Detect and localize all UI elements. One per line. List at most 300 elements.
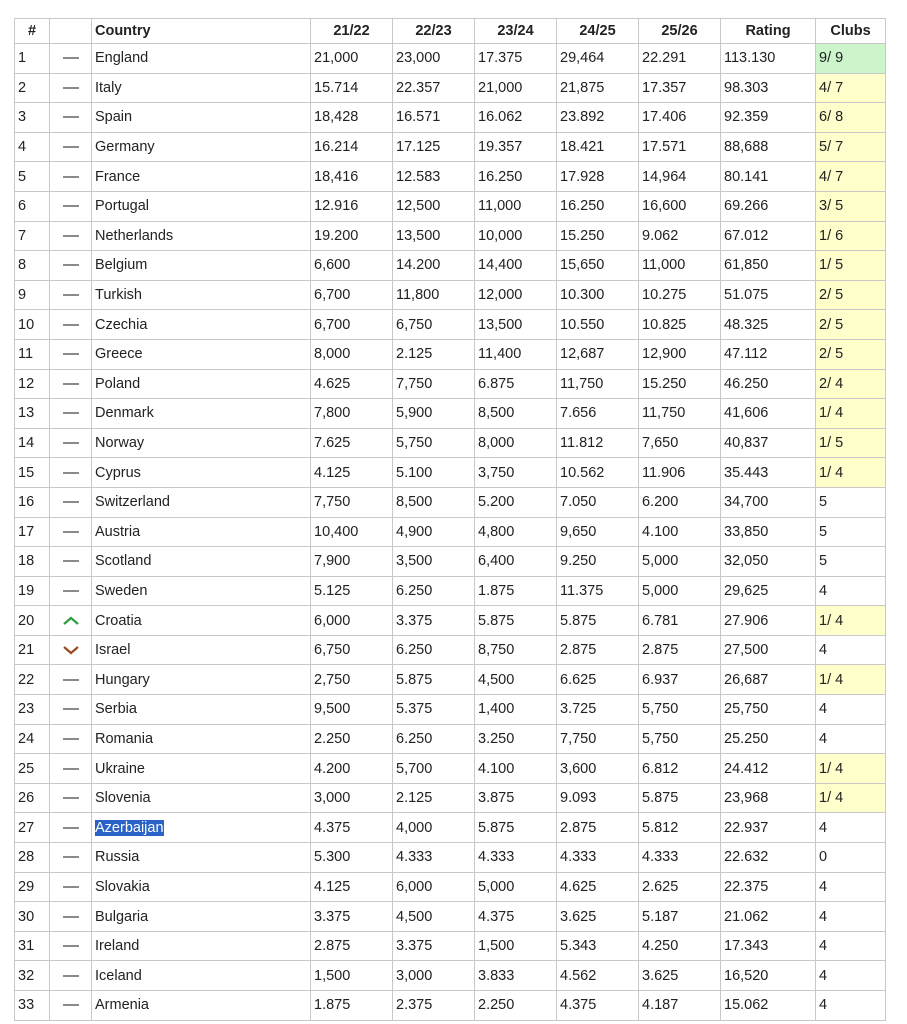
season-23-24-cell: 6.875 xyxy=(475,369,557,399)
season-21-22-cell: 3,000 xyxy=(311,783,393,813)
country-cell xyxy=(92,931,311,961)
rank-cell: 3 xyxy=(15,103,50,133)
clubs-cell: 5/ 7 xyxy=(816,132,886,162)
season-24-25-cell: 7,750 xyxy=(557,724,639,754)
season-23-24-cell: 4.333 xyxy=(475,843,557,873)
season-22-23-cell: 4,000 xyxy=(393,813,475,843)
season-23-24-cell: 19.357 xyxy=(475,132,557,162)
season-22-23-cell: 12.583 xyxy=(393,162,475,192)
header-rank[interactable]: # xyxy=(15,19,50,44)
no-change-icon xyxy=(50,261,91,269)
season-21-22-cell: 7,750 xyxy=(311,487,393,517)
country-name[interactable]: Ireland xyxy=(95,938,140,955)
header-season-22-23[interactable]: 22/23 xyxy=(393,19,475,44)
country-name[interactable]: Croatia xyxy=(95,612,142,629)
season-24-25-cell: 16.250 xyxy=(557,191,639,221)
rank-cell: 5 xyxy=(15,162,50,192)
season-21-22-cell: 6,700 xyxy=(311,280,393,310)
rank-cell: 8 xyxy=(15,251,50,281)
table-row[interactable] xyxy=(15,754,886,784)
clubs-cell: 1/ 5 xyxy=(816,428,886,458)
season-25-26-cell: 15.250 xyxy=(639,369,721,399)
no-change-icon xyxy=(50,232,91,240)
season-25-26-cell: 10.825 xyxy=(639,310,721,340)
header-rating[interactable]: Rating xyxy=(721,19,816,44)
country-cell xyxy=(92,339,311,369)
rank-cell: 15 xyxy=(15,458,50,488)
season-24-25-cell: 6.625 xyxy=(557,665,639,695)
no-change-icon xyxy=(50,528,91,536)
season-24-25-cell: 15,650 xyxy=(557,251,639,281)
country-name[interactable]: Serbia xyxy=(95,701,137,718)
season-21-22-cell: 10,400 xyxy=(311,517,393,547)
table-row[interactable] xyxy=(15,695,886,725)
season-24-25-cell: 15.250 xyxy=(557,221,639,251)
country-name[interactable]: Slovenia xyxy=(95,790,151,807)
season-25-26-cell: 6.812 xyxy=(639,754,721,784)
season-22-23-cell: 6,000 xyxy=(393,872,475,902)
rating-cell: 113.130 xyxy=(721,44,816,74)
table-row[interactable] xyxy=(15,339,886,369)
table-row[interactable] xyxy=(15,191,886,221)
country-name[interactable]: Austria xyxy=(95,523,141,540)
country-cell xyxy=(92,813,311,843)
header-trend xyxy=(50,19,92,44)
rank-cell: 30 xyxy=(15,902,50,932)
country-name[interactable]: Iceland xyxy=(95,967,142,984)
table-row[interactable] xyxy=(15,458,886,488)
rank-cell: 13 xyxy=(15,399,50,429)
header-country[interactable]: Country xyxy=(92,19,311,44)
rating-cell: 25,750 xyxy=(721,695,816,725)
country-name[interactable]: Switzerland xyxy=(95,494,170,511)
table-row[interactable] xyxy=(15,783,886,813)
country-cell xyxy=(92,872,311,902)
country-name[interactable]: Turkish xyxy=(95,287,142,304)
season-21-22-cell: 19.200 xyxy=(311,221,393,251)
country-name[interactable]: Romania xyxy=(95,730,154,747)
rank-cell: 31 xyxy=(15,931,50,961)
rating-cell: 26,687 xyxy=(721,665,816,695)
clubs-cell: 4 xyxy=(816,961,886,991)
country-name[interactable]: Armenia xyxy=(95,997,149,1014)
country-name[interactable]: Russia xyxy=(95,849,140,866)
rank-cell: 26 xyxy=(15,783,50,813)
table-row[interactable] xyxy=(15,991,886,1021)
season-24-25-cell: 4.625 xyxy=(557,872,639,902)
trend-cell xyxy=(50,665,92,695)
table-row[interactable] xyxy=(15,44,886,74)
rating-cell: 34,700 xyxy=(721,487,816,517)
trend-cell xyxy=(50,695,92,725)
clubs-cell: 1/ 4 xyxy=(816,458,886,488)
header-season-25-26[interactable]: 25/26 xyxy=(639,19,721,44)
clubs-cell: 3/ 5 xyxy=(816,191,886,221)
table-row[interactable] xyxy=(15,132,886,162)
country-name[interactable]: Scotland xyxy=(95,553,152,570)
rating-cell: 41,606 xyxy=(721,399,816,429)
country-cell xyxy=(92,665,311,695)
table-row[interactable] xyxy=(15,724,886,754)
season-23-24-cell: 11,000 xyxy=(475,191,557,221)
arrow-up-icon xyxy=(50,616,91,626)
table-row[interactable] xyxy=(15,606,886,636)
season-24-25-cell: 9,650 xyxy=(557,517,639,547)
season-22-23-cell: 4,900 xyxy=(393,517,475,547)
season-23-24-cell: 1,500 xyxy=(475,931,557,961)
country-cell xyxy=(92,547,311,577)
table-row[interactable] xyxy=(15,369,886,399)
season-25-26-cell: 5.187 xyxy=(639,902,721,932)
no-change-icon xyxy=(50,291,91,299)
rating-cell: 22.375 xyxy=(721,872,816,902)
season-25-26-cell: 4.333 xyxy=(639,843,721,873)
clubs-cell: 2/ 5 xyxy=(816,310,886,340)
clubs-cell: 2/ 5 xyxy=(816,339,886,369)
no-change-icon xyxy=(50,143,91,151)
no-change-icon xyxy=(50,498,91,506)
season-23-24-cell: 1,400 xyxy=(475,695,557,725)
country-name[interactable]: Italy xyxy=(95,79,122,96)
table-row[interactable] xyxy=(15,961,886,991)
trend-cell xyxy=(50,576,92,606)
season-23-24-cell: 13,500 xyxy=(475,310,557,340)
season-24-25-cell: 7.656 xyxy=(557,399,639,429)
country-name[interactable]: Portugal xyxy=(95,198,150,215)
country-cell xyxy=(92,724,311,754)
no-change-icon xyxy=(50,469,91,477)
season-21-22-cell: 8,000 xyxy=(311,339,393,369)
season-25-26-cell: 11.906 xyxy=(639,458,721,488)
header-season-23-24[interactable]: 23/24 xyxy=(475,19,557,44)
clubs-cell: 1/ 4 xyxy=(816,606,886,636)
country-cell xyxy=(92,576,311,606)
trend-cell xyxy=(50,902,92,932)
season-24-25-cell: 9.250 xyxy=(557,547,639,577)
rank-cell: 28 xyxy=(15,843,50,873)
country-name[interactable]: Czechia xyxy=(95,316,148,333)
rank-cell: 4 xyxy=(15,132,50,162)
table-row[interactable] xyxy=(15,635,886,665)
rating-cell: 46.250 xyxy=(721,369,816,399)
season-25-26-cell: 5,000 xyxy=(639,547,721,577)
season-24-25-cell: 5.343 xyxy=(557,931,639,961)
season-22-23-cell: 16.571 xyxy=(393,103,475,133)
season-23-24-cell: 5.875 xyxy=(475,606,557,636)
season-23-24-cell: 3.875 xyxy=(475,783,557,813)
country-name[interactable]: Greece xyxy=(95,346,143,363)
season-25-26-cell: 4.100 xyxy=(639,517,721,547)
rank-cell: 22 xyxy=(15,665,50,695)
table-row[interactable] xyxy=(15,665,886,695)
no-change-icon xyxy=(50,202,91,210)
country-cell xyxy=(92,44,311,74)
season-24-25-cell: 10.300 xyxy=(557,280,639,310)
season-25-26-cell: 6.937 xyxy=(639,665,721,695)
season-24-25-cell: 29,464 xyxy=(557,44,639,74)
no-change-icon xyxy=(50,794,91,802)
rating-cell: 98.303 xyxy=(721,73,816,103)
season-24-25-cell: 17.928 xyxy=(557,162,639,192)
header-season-21-22[interactable]: 21/22 xyxy=(311,19,393,44)
country-cell xyxy=(92,754,311,784)
season-22-23-cell: 23,000 xyxy=(393,44,475,74)
trend-cell xyxy=(50,547,92,577)
country-name[interactable]: Cyprus xyxy=(95,464,141,481)
season-23-24-cell: 14,400 xyxy=(475,251,557,281)
clubs-cell: 4 xyxy=(816,695,886,725)
country-cell xyxy=(92,73,311,103)
country-name[interactable]: Ukraine xyxy=(95,760,145,777)
season-23-24-cell: 11,400 xyxy=(475,339,557,369)
season-21-22-cell: 2.875 xyxy=(311,931,393,961)
season-25-26-cell: 12,900 xyxy=(639,339,721,369)
season-21-22-cell: 6,700 xyxy=(311,310,393,340)
season-23-24-cell: 4,500 xyxy=(475,665,557,695)
season-21-22-cell: 9,500 xyxy=(311,695,393,725)
season-25-26-cell: 17.406 xyxy=(639,103,721,133)
season-22-23-cell: 5.375 xyxy=(393,695,475,725)
country-name[interactable]: Poland xyxy=(95,375,141,392)
rank-cell: 27 xyxy=(15,813,50,843)
rating-cell: 40,837 xyxy=(721,428,816,458)
season-25-26-cell: 4.250 xyxy=(639,931,721,961)
season-25-26-cell: 11,000 xyxy=(639,251,721,281)
season-21-22-cell: 5.125 xyxy=(311,576,393,606)
rating-cell: 88,688 xyxy=(721,132,816,162)
trend-cell xyxy=(50,132,92,162)
season-21-22-cell: 21,000 xyxy=(311,44,393,74)
season-21-22-cell: 18,428 xyxy=(311,103,393,133)
season-22-23-cell: 4,500 xyxy=(393,902,475,932)
season-23-24-cell: 2.250 xyxy=(475,991,557,1021)
season-21-22-cell: 4.125 xyxy=(311,872,393,902)
clubs-cell: 4/ 7 xyxy=(816,73,886,103)
arrow-down-icon xyxy=(50,645,91,655)
country-name[interactable]: Belgium xyxy=(95,257,148,274)
clubs-cell: 1/ 4 xyxy=(816,754,886,784)
no-change-icon xyxy=(50,321,91,329)
season-24-25-cell: 11.812 xyxy=(557,428,639,458)
season-21-22-cell: 2.250 xyxy=(311,724,393,754)
country-name[interactable]: Hungary xyxy=(95,671,150,688)
clubs-cell: 1/ 6 xyxy=(816,221,886,251)
season-25-26-cell: 7,650 xyxy=(639,428,721,458)
season-23-24-cell: 16.250 xyxy=(475,162,557,192)
season-25-26-cell: 14,964 xyxy=(639,162,721,192)
season-25-26-cell: 2.625 xyxy=(639,872,721,902)
trend-cell xyxy=(50,162,92,192)
rating-cell: 61,850 xyxy=(721,251,816,281)
season-25-26-cell: 6.200 xyxy=(639,487,721,517)
season-24-25-cell: 3.725 xyxy=(557,695,639,725)
clubs-cell: 4 xyxy=(816,872,886,902)
season-24-25-cell: 3.625 xyxy=(557,902,639,932)
season-24-25-cell: 4.375 xyxy=(557,991,639,1021)
table-row[interactable] xyxy=(15,310,886,340)
rating-cell: 23,968 xyxy=(721,783,816,813)
season-22-23-cell: 11,800 xyxy=(393,280,475,310)
rating-cell: 47.112 xyxy=(721,339,816,369)
season-25-26-cell: 5.812 xyxy=(639,813,721,843)
trend-cell xyxy=(50,517,92,547)
season-21-22-cell: 7.625 xyxy=(311,428,393,458)
country-cell xyxy=(92,961,311,991)
country-name[interactable]: Germany xyxy=(95,139,155,156)
no-change-icon xyxy=(50,883,91,891)
no-change-icon xyxy=(50,942,91,950)
season-22-23-cell: 5.875 xyxy=(393,665,475,695)
country-name[interactable]: Norway xyxy=(95,435,145,452)
header-season-24-25[interactable]: 24/25 xyxy=(557,19,639,44)
rating-cell: 67.012 xyxy=(721,221,816,251)
rank-cell: 12 xyxy=(15,369,50,399)
country-cell xyxy=(92,458,311,488)
country-name[interactable]: Azerbaijan xyxy=(95,819,164,836)
country-name[interactable]: Bulgaria xyxy=(95,908,149,925)
no-change-icon xyxy=(50,676,91,684)
trend-cell xyxy=(50,843,92,873)
season-23-24-cell: 6,400 xyxy=(475,547,557,577)
season-22-23-cell: 6.250 xyxy=(393,724,475,754)
rating-cell: 92.359 xyxy=(721,103,816,133)
season-21-22-cell: 12.916 xyxy=(311,191,393,221)
table-row[interactable] xyxy=(15,931,886,961)
country-name[interactable]: Netherlands xyxy=(95,227,174,244)
country-name[interactable]: Spain xyxy=(95,109,133,126)
trend-cell xyxy=(50,991,92,1021)
table-row[interactable] xyxy=(15,902,886,932)
clubs-cell: 2/ 4 xyxy=(816,369,886,399)
country-name[interactable]: Denmark xyxy=(95,405,154,422)
season-21-22-cell: 2,750 xyxy=(311,665,393,695)
country-name[interactable]: Israel xyxy=(95,642,131,659)
no-change-icon xyxy=(50,557,91,565)
no-change-icon xyxy=(50,173,91,181)
season-22-23-cell: 6,750 xyxy=(393,310,475,340)
table-row[interactable] xyxy=(15,547,886,577)
clubs-cell: 1/ 4 xyxy=(816,783,886,813)
season-25-26-cell: 17.357 xyxy=(639,73,721,103)
country-cell xyxy=(92,310,311,340)
table-row[interactable] xyxy=(15,813,886,843)
no-change-icon xyxy=(50,439,91,447)
table-row[interactable] xyxy=(15,872,886,902)
table-row[interactable] xyxy=(15,576,886,606)
season-21-22-cell: 4.625 xyxy=(311,369,393,399)
trend-cell xyxy=(50,961,92,991)
country-cell xyxy=(92,369,311,399)
no-change-icon xyxy=(50,380,91,388)
clubs-cell: 4 xyxy=(816,576,886,606)
season-25-26-cell: 5.875 xyxy=(639,783,721,813)
season-21-22-cell: 6,000 xyxy=(311,606,393,636)
rank-cell: 23 xyxy=(15,695,50,725)
rank-cell: 29 xyxy=(15,872,50,902)
trend-cell xyxy=(50,635,92,665)
season-21-22-cell: 1,500 xyxy=(311,961,393,991)
country-cell xyxy=(92,132,311,162)
table-row[interactable] xyxy=(15,162,886,192)
table-row[interactable] xyxy=(15,428,886,458)
season-25-26-cell: 9.062 xyxy=(639,221,721,251)
country-cell xyxy=(92,517,311,547)
table-row[interactable] xyxy=(15,280,886,310)
season-24-25-cell: 18.421 xyxy=(557,132,639,162)
season-22-23-cell: 4.333 xyxy=(393,843,475,873)
table-row[interactable] xyxy=(15,73,886,103)
season-24-25-cell: 10.562 xyxy=(557,458,639,488)
country-ranking-table xyxy=(14,18,886,1021)
season-23-24-cell: 10,000 xyxy=(475,221,557,251)
trend-cell xyxy=(50,458,92,488)
trend-cell xyxy=(50,310,92,340)
rating-cell: 51.075 xyxy=(721,280,816,310)
trend-cell xyxy=(50,754,92,784)
season-22-23-cell: 12,500 xyxy=(393,191,475,221)
no-change-icon xyxy=(50,113,91,121)
country-name[interactable]: England xyxy=(95,50,149,67)
table-row[interactable] xyxy=(15,843,886,873)
table-row[interactable] xyxy=(15,487,886,517)
season-23-24-cell: 21,000 xyxy=(475,73,557,103)
clubs-cell: 4 xyxy=(816,991,886,1021)
season-23-24-cell: 16.062 xyxy=(475,103,557,133)
clubs-cell: 1/ 4 xyxy=(816,399,886,429)
rank-cell: 9 xyxy=(15,280,50,310)
country-name[interactable]: France xyxy=(95,168,141,185)
season-25-26-cell: 4.187 xyxy=(639,991,721,1021)
season-25-26-cell: 6.781 xyxy=(639,606,721,636)
clubs-cell: 5 xyxy=(816,487,886,517)
country-name[interactable]: Slovakia xyxy=(95,878,150,895)
clubs-cell: 2/ 5 xyxy=(816,280,886,310)
rank-cell: 11 xyxy=(15,339,50,369)
rating-cell: 27,500 xyxy=(721,635,816,665)
table-row[interactable] xyxy=(15,251,886,281)
rating-cell: 35.443 xyxy=(721,458,816,488)
clubs-cell: 5 xyxy=(816,517,886,547)
rating-cell: 27.906 xyxy=(721,606,816,636)
rank-cell: 32 xyxy=(15,961,50,991)
season-23-24-cell: 8,500 xyxy=(475,399,557,429)
table-row[interactable] xyxy=(15,103,886,133)
rank-cell: 6 xyxy=(15,191,50,221)
table-row[interactable] xyxy=(15,221,886,251)
ranking-table-container xyxy=(14,18,886,1021)
no-change-icon xyxy=(50,853,91,861)
season-23-24-cell: 4,800 xyxy=(475,517,557,547)
season-21-22-cell: 1.875 xyxy=(311,991,393,1021)
season-24-25-cell: 5.875 xyxy=(557,606,639,636)
season-23-24-cell: 12,000 xyxy=(475,280,557,310)
season-21-22-cell: 6,600 xyxy=(311,251,393,281)
trend-cell xyxy=(50,280,92,310)
season-24-25-cell: 7.050 xyxy=(557,487,639,517)
season-22-23-cell: 3,000 xyxy=(393,961,475,991)
country-cell xyxy=(92,635,311,665)
trend-cell xyxy=(50,872,92,902)
rating-cell: 80.141 xyxy=(721,162,816,192)
clubs-cell: 4 xyxy=(816,724,886,754)
table-row[interactable] xyxy=(15,517,886,547)
season-25-26-cell: 5,750 xyxy=(639,724,721,754)
rating-cell: 33,850 xyxy=(721,517,816,547)
country-name[interactable]: Sweden xyxy=(95,582,148,599)
season-24-25-cell: 2.875 xyxy=(557,635,639,665)
table-row[interactable] xyxy=(15,399,886,429)
header-clubs[interactable]: Clubs xyxy=(816,19,886,44)
